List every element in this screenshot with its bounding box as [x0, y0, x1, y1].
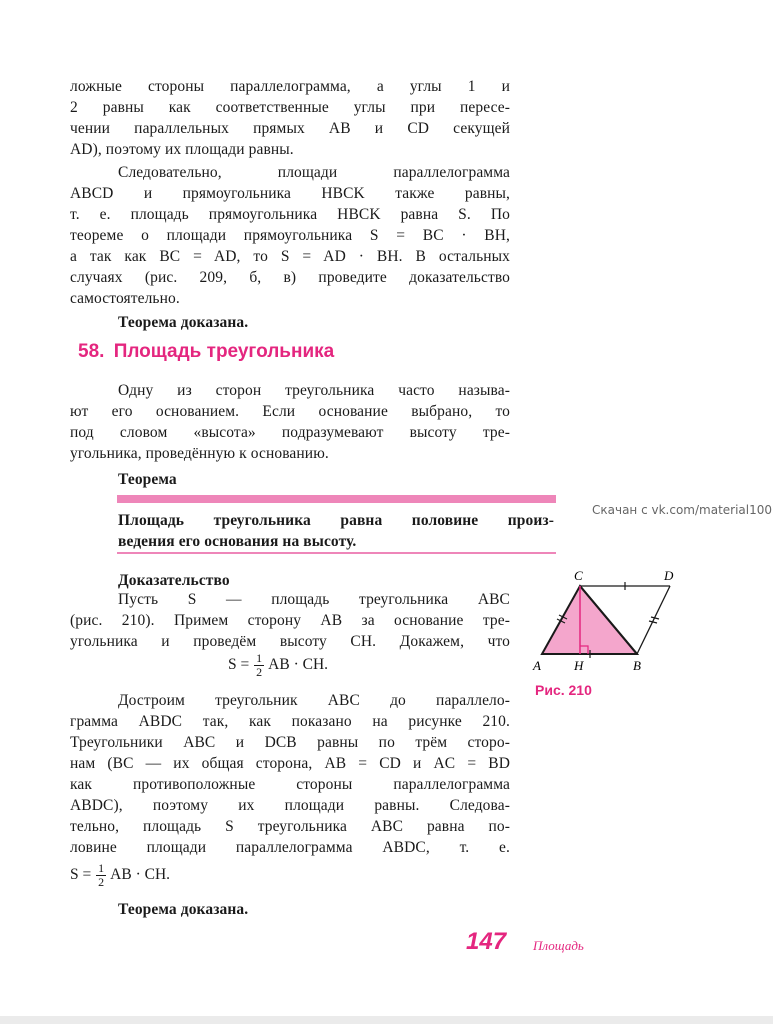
fraction-numerator: 1: [98, 861, 105, 875]
figure-caption: Рис. 210: [535, 682, 592, 698]
text-line: ABDC), поэтому их площади равны. Следова-: [70, 797, 510, 814]
text-line: ложные стороны параллелограмма, а углы 1 и: [70, 78, 510, 95]
label-h: H: [574, 658, 584, 673]
section-heading: [78, 341, 334, 363]
area-formula-final: [70, 862, 170, 889]
text-line: теореме о площади прямоугольника S = BC · BH,: [70, 227, 510, 244]
formula-rhs: AB · CH.: [110, 866, 171, 884]
theorem-proved-label: Теорема доказана.: [118, 314, 249, 331]
label-d: D: [664, 568, 674, 583]
fraction-denominator: 2: [98, 875, 105, 889]
text-line: самостоятельно.: [70, 290, 180, 307]
area-formula: [228, 652, 328, 679]
text-line: угольника и проведём высоту CH. Докажем, что: [70, 633, 510, 650]
text-line: ведения его основания на высоту.: [118, 533, 357, 550]
section-title: Площадь треугольника: [113, 341, 335, 362]
fraction-numerator: 1: [256, 651, 263, 665]
fraction-denominator: 2: [256, 665, 263, 679]
segment-bd: [637, 586, 670, 654]
text-line: Треугольники ABC и DCB равны по трём сторо-: [70, 734, 510, 751]
watermark: Скачан с vk.com/material100: [592, 503, 773, 517]
text-line: AD), поэтому их площади равны.: [70, 141, 294, 158]
text-line: а так как BC = AD, то S = AD · BH. В остальных: [70, 248, 510, 265]
theorem-bottom-bar: [117, 552, 556, 554]
text-line: угольника, проведённую к основанию.: [70, 445, 329, 462]
label-b: B: [633, 658, 641, 673]
text-line: Одну из сторон треугольника часто называ-: [118, 382, 510, 399]
proof-label: Доказательство: [118, 572, 230, 589]
text-line: Достроим треугольник ABC до параллело-: [118, 692, 510, 709]
text-line: (рис. 210). Примем сторону AB за основание тре-: [70, 612, 510, 629]
text-line: Площадь треугольника равна половине произ-: [118, 512, 554, 529]
text-line: грамма ABDC так, как показано на рисунке 210.: [70, 713, 510, 730]
text-line: тельно, площадь S треугольника ABC равна по-: [70, 818, 510, 835]
figure-210-parallelogram: [530, 566, 690, 676]
text-line: Пусть S — площадь треугольника ABC: [118, 591, 510, 608]
fraction: [96, 862, 106, 889]
text-line: как противоположные стороны параллелограмма: [70, 776, 510, 793]
text-line: т. е. площадь прямоугольника HBCK равна S. По: [70, 206, 510, 223]
theorem-top-bar: [117, 495, 556, 503]
fraction: [254, 652, 264, 679]
text-line: чении параллельных прямых AB и CD секущей: [70, 120, 510, 137]
formula-lhs: S =: [70, 866, 92, 884]
page-number: 147: [466, 928, 507, 955]
theorem-proved-label: Теорема доказана.: [118, 901, 249, 918]
label-a: A: [533, 658, 541, 673]
chapter-title: Площадь: [533, 938, 584, 953]
text-line: нам (BC — их общая сторона, AB = CD и AC = BD: [70, 755, 510, 772]
label-c: C: [574, 568, 583, 583]
section-number: 58.: [78, 341, 105, 362]
text-line: ют его основанием. Если основание выбрано, то: [70, 403, 510, 420]
page-bottom-band: [0, 1016, 773, 1024]
text-line: под словом «высота» подразумевают высоту тре-: [70, 424, 510, 441]
text-line: ловине площади параллелограмма ABDC, т. е.: [70, 839, 510, 856]
theorem-label: Теорема: [118, 471, 177, 488]
text-line: Следовательно, площади параллелограмма: [118, 164, 510, 181]
formula-rhs: AB · CH.: [268, 656, 329, 674]
text-line: 2 равны как соответственные углы при пересе-: [70, 99, 510, 116]
formula-lhs: S =: [228, 656, 250, 674]
text-line: ABCD и прямоугольника HBCK также равны,: [70, 185, 510, 202]
text-line: случаях (рис. 209, б, в) проведите доказательство: [70, 269, 510, 286]
